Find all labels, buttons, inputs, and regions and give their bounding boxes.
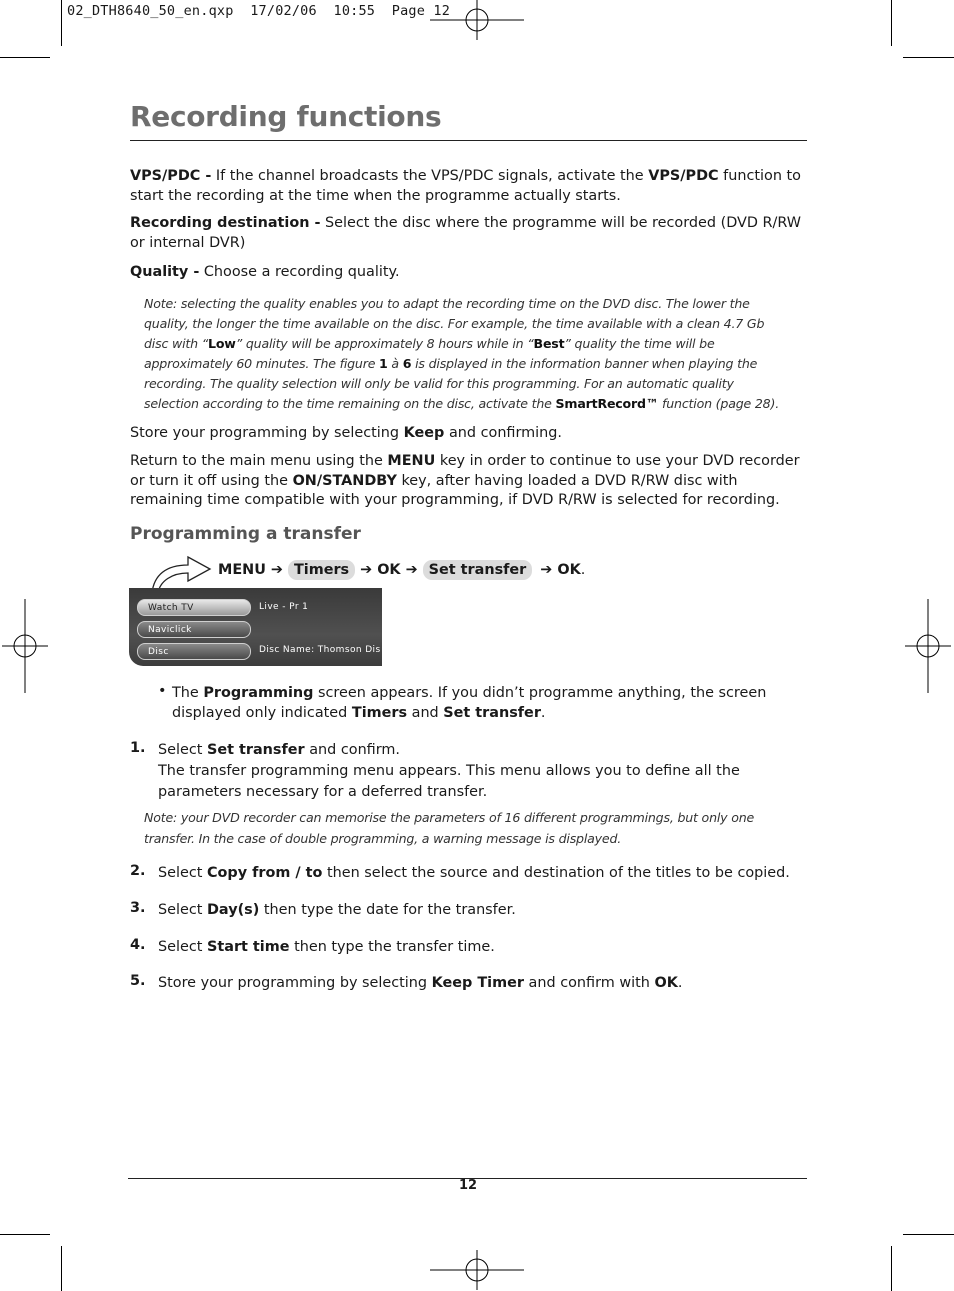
return-text: key, after having loaded a DVD R/RW disc with remaining time compatible with your programming, if DVD R/RW is selected for recording. bbox=[130, 472, 780, 508]
note-text: ” quality the time will be approximately 60 minutes. The figure bbox=[144, 336, 715, 371]
crop-mark bbox=[903, 1234, 954, 1235]
title-rule bbox=[130, 140, 807, 141]
bullet-text: screen appears. If you didn’t programme anything, the screen displayed only indicated bbox=[172, 685, 767, 721]
step-text: and confirm with bbox=[523, 975, 655, 991]
bullet-text: . bbox=[540, 705, 546, 721]
bullet-set-transfer: Set transfer bbox=[443, 705, 541, 721]
note-text: function (page 28). bbox=[658, 396, 779, 411]
registration-mark-icon bbox=[2, 599, 48, 693]
step-2-text bbox=[158, 863, 808, 884]
quality-paragraph bbox=[130, 263, 802, 283]
return-standby: ON/STANDBY bbox=[292, 472, 397, 489]
vps-bold: VPS/PDC bbox=[648, 168, 719, 184]
destination-text: Select the disc where the programme will be recorded (DVD R/RW or internal DVR) bbox=[130, 215, 802, 251]
print-slug: 02_DTH8640_50_en.qxp 17/02/06 10:55 Page 12 bbox=[67, 3, 451, 19]
menu-value-live: Live - Pr 1 bbox=[259, 602, 309, 612]
step-text: Select bbox=[158, 865, 207, 881]
bullet-text: The bbox=[172, 685, 204, 701]
right-arrow-icon: ➔ bbox=[270, 562, 283, 578]
step-text: Select bbox=[158, 939, 207, 955]
right-arrow-icon: ➔ bbox=[360, 562, 373, 578]
path-timers: Timers bbox=[288, 560, 355, 580]
note-text: ” quality will be approximately 8 hours while in “ bbox=[235, 336, 534, 351]
menu-item-naviclick[interactable]: Naviclick bbox=[137, 621, 251, 638]
vps-text2: function to start the recording at the time when the programme actually starts. bbox=[130, 168, 801, 204]
bullet-programming: Programming bbox=[203, 685, 314, 701]
quality-text: Choose a recording quality. bbox=[199, 264, 400, 280]
quality-label: Quality - bbox=[130, 264, 200, 280]
note-text: is displayed in the information banner when playing the recording. The quality selection will only be valid for this programming. For an automatic quality selection according to the time remaining on the disc, activate the bbox=[144, 356, 758, 411]
page-number: 12 bbox=[459, 1178, 478, 1193]
bullet-dot: • bbox=[158, 683, 167, 699]
store-text: Store your programming by selecting bbox=[130, 425, 404, 441]
note-text: à bbox=[387, 356, 403, 371]
step-bold: Start time bbox=[206, 939, 290, 955]
store-text: and confirming. bbox=[444, 425, 563, 441]
right-arrow-icon: ➔ bbox=[405, 562, 418, 578]
step-4-text bbox=[158, 937, 808, 958]
vps-text: If the channel broadcasts the VPS/PDC signals, activate the bbox=[211, 168, 649, 184]
step-bold: Set transfer bbox=[206, 742, 305, 758]
bullet-text: and bbox=[407, 705, 444, 721]
menu-item-watch-tv[interactable]: Watch TV bbox=[137, 599, 251, 616]
registration-mark-icon bbox=[905, 599, 951, 693]
right-arrow-icon: ➔ bbox=[540, 562, 553, 578]
vps-label: VPS/PDC - bbox=[130, 168, 212, 184]
note-bold-six: 6 bbox=[402, 356, 412, 371]
programming-note: Note: your DVD recorder can memorise the parameters of 16 different programmings, but only one transfer. In the case of double programming, a warning message is displayed. bbox=[144, 810, 755, 846]
path-period: . bbox=[580, 562, 586, 578]
crop-mark bbox=[0, 1234, 50, 1235]
menu-value-disc-name: Disc Name: Thomson Dis bbox=[259, 645, 381, 655]
note-bold-low: Low bbox=[208, 336, 236, 351]
path-set-transfer: Set transfer bbox=[423, 560, 533, 580]
destination-paragraph bbox=[130, 214, 802, 253]
step-bold: Keep Timer bbox=[431, 975, 524, 991]
vps-paragraph bbox=[130, 167, 802, 206]
step-text: and confirm. bbox=[304, 742, 401, 758]
step-bold: Day(s) bbox=[206, 902, 260, 918]
step-number: 3. bbox=[130, 900, 146, 916]
menu-screenshot bbox=[129, 588, 382, 666]
crop-mark bbox=[891, 0, 892, 46]
crop-mark bbox=[0, 57, 50, 58]
section-heading: Programming a transfer bbox=[130, 524, 361, 544]
note-bold-one: 1 bbox=[379, 356, 388, 371]
crop-mark bbox=[61, 1246, 62, 1291]
step-bold: Copy from / to bbox=[206, 865, 323, 881]
step-text: then type the transfer time. bbox=[289, 939, 495, 955]
return-text: Return to the main menu using the bbox=[130, 453, 388, 469]
bullet-timers: Timers bbox=[351, 705, 408, 721]
step-text: . bbox=[677, 975, 683, 991]
step-5-text bbox=[158, 973, 808, 994]
crop-mark bbox=[903, 57, 954, 58]
step-text: then type the date for the transfer. bbox=[259, 902, 516, 918]
menu-path bbox=[218, 560, 585, 580]
step-number: 5. bbox=[130, 973, 146, 989]
bullet-paragraph bbox=[172, 683, 808, 723]
registration-mark-icon bbox=[430, 1250, 524, 1290]
quality-note bbox=[144, 294, 784, 414]
note-bold-best: Best bbox=[533, 336, 565, 351]
step-text: Select bbox=[158, 902, 207, 918]
step-number: 1. bbox=[130, 740, 146, 756]
step-3-text bbox=[158, 900, 808, 921]
step-1-detail: The transfer programming menu appears. This menu allows you to define all the parameters necessary for a deferred transfer. bbox=[158, 763, 740, 800]
destination-label: Recording destination - bbox=[130, 215, 321, 231]
store-keep: Keep bbox=[403, 425, 445, 441]
path-menu: MENU bbox=[218, 562, 266, 578]
step-text: then select the source and destination of the titles to be copied. bbox=[322, 865, 790, 881]
return-paragraph bbox=[130, 452, 802, 511]
store-paragraph bbox=[130, 424, 802, 444]
step-number: 2. bbox=[130, 863, 146, 879]
step-1-text bbox=[158, 740, 808, 761]
registration-mark-icon bbox=[430, 0, 524, 40]
note-bold-smartrecord: SmartRecord™ bbox=[555, 396, 659, 411]
path-ok: OK bbox=[557, 562, 581, 578]
return-text: key in order to continue to use your DVD recorder or turn it off using the bbox=[130, 453, 800, 489]
crop-mark bbox=[891, 1246, 892, 1291]
note-text: Note: selecting the quality enables you to adapt the recording time on the DVD disc. The lower the quality, the longer the time available on the disc. For example, the time available with a clean 4.7 Gb disc with “ bbox=[144, 296, 765, 351]
return-menu: MENU bbox=[387, 453, 436, 469]
crop-mark bbox=[61, 0, 62, 46]
menu-item-disc[interactable]: Disc bbox=[137, 643, 251, 660]
page-title: Recording functions bbox=[130, 100, 442, 133]
step-text: Select bbox=[158, 742, 207, 758]
step-text: Store your programming by selecting bbox=[158, 975, 432, 991]
step-number: 4. bbox=[130, 937, 146, 953]
step-bold: OK bbox=[654, 975, 678, 991]
path-ok: OK bbox=[377, 562, 401, 578]
